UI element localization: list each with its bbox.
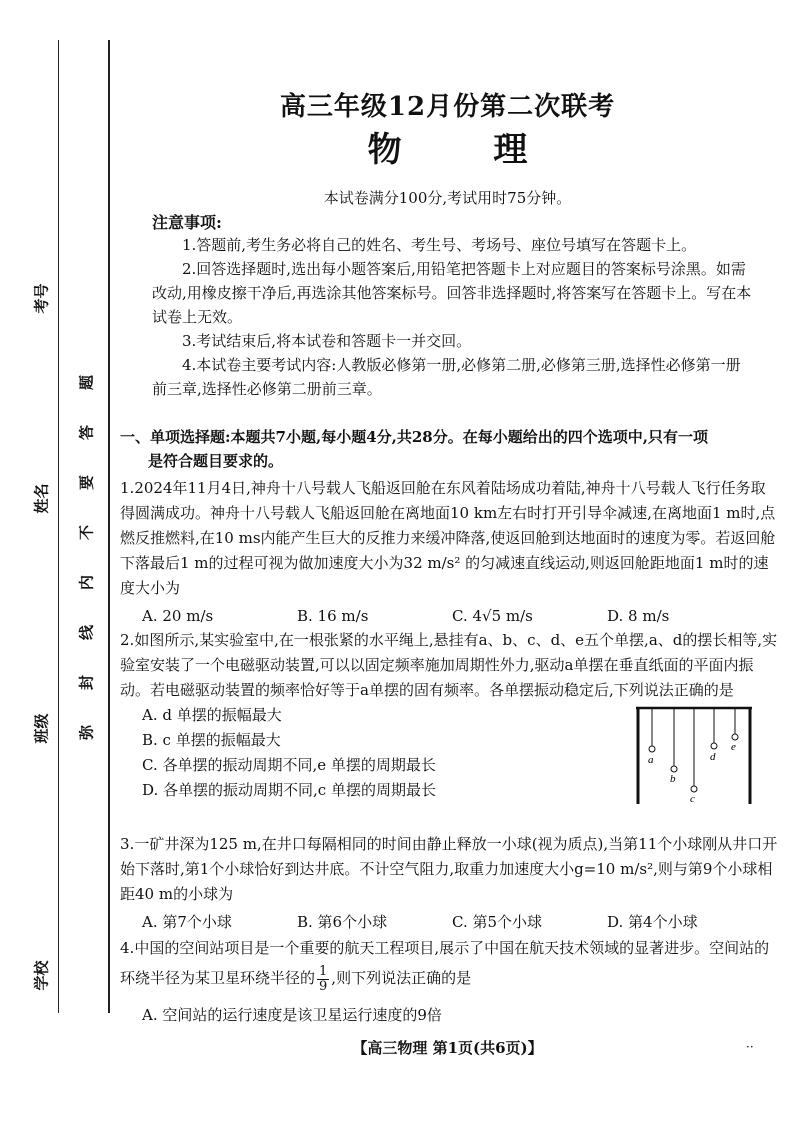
seal-char: 答 bbox=[77, 425, 96, 441]
field-label: 班级 bbox=[32, 713, 51, 744]
seal-char: 封 bbox=[77, 675, 96, 691]
pendulum-bob-d bbox=[711, 743, 717, 749]
subject-title: 物 理 bbox=[367, 130, 568, 170]
label-e: e bbox=[731, 741, 736, 753]
option-a[interactable]: A. 20 m/s bbox=[142, 607, 214, 625]
option-d[interactable]: D. 8 m/s bbox=[607, 607, 670, 625]
notice-item: 1.答题前,考生务必将自己的姓名、考生号、考场号、座位号填写在答题卡上。 bbox=[182, 236, 697, 254]
question-1 bbox=[120, 476, 780, 629]
notice-title: 注意事项: bbox=[152, 213, 222, 232]
question-text: 中国的空间站项目是一个重要的航天工程项目,展示了中国在航天技术领域的显著进步。空间站的环绕半径为某卫星环绕半径的 bbox=[120, 939, 770, 987]
seal-char: 不 bbox=[77, 525, 96, 541]
notice-item: 4.本试卷主要考试内容:人教版必修第一册,必修第二册,必修第三册,选择性必修第一册前三章,选择性必修第二册前三章。 bbox=[152, 356, 741, 398]
page-footer: 【高三物理 第1页(共6页)】 bbox=[352, 1039, 543, 1057]
pendulum-bob-e bbox=[732, 734, 738, 740]
label-d: d bbox=[710, 751, 716, 763]
question-text-end: ,则下列说法正确的是 bbox=[331, 969, 472, 987]
option-c[interactable]: C. 第5个小球 bbox=[452, 913, 543, 931]
option-c[interactable]: C. 4√5 m/s bbox=[452, 607, 533, 625]
option-row bbox=[120, 604, 780, 629]
label-b: b bbox=[670, 773, 676, 785]
option-d[interactable]: D. 各单摆的振动周期不同,c 单摆的周期最长 bbox=[142, 781, 436, 799]
question-stem bbox=[120, 476, 780, 601]
section-title-cont: 是符合题目要求的。 bbox=[148, 452, 284, 470]
option-d[interactable]: D. 第4个小球 bbox=[607, 913, 698, 931]
question-number: 1. bbox=[120, 479, 135, 497]
question-3 bbox=[120, 832, 780, 935]
seal-char: 题 bbox=[77, 375, 96, 391]
section-heading bbox=[120, 425, 780, 473]
seal-char: 内 bbox=[77, 575, 96, 591]
option-b[interactable]: B. c 单摆的振幅最大 bbox=[142, 731, 281, 749]
question-number: 3. bbox=[120, 835, 135, 853]
field-school[interactable] bbox=[26, 960, 56, 991]
option-a[interactable]: A. 第7个小球 bbox=[142, 913, 232, 931]
question-stem bbox=[120, 832, 780, 907]
field-name[interactable] bbox=[26, 483, 56, 514]
field-exam-number[interactable] bbox=[26, 283, 56, 314]
footer-mark: ·· bbox=[746, 1040, 754, 1054]
seal-char: 要 bbox=[77, 475, 96, 491]
option-row bbox=[120, 910, 780, 935]
field-label: 学校 bbox=[32, 960, 51, 991]
binding-sidebar bbox=[0, 0, 110, 1123]
question-4 bbox=[120, 933, 780, 1030]
section-title: 一、单项选择题:本题共7小题,每小题4分,共28分。在每小题给出的四个选项中,只有一项 bbox=[120, 428, 708, 446]
pendulum-figure bbox=[634, 706, 754, 806]
seal-char: 线 bbox=[77, 625, 96, 641]
seal-char: 弥 bbox=[77, 725, 96, 741]
option-c[interactable]: C. 各单摆的振动周期不同,e 单摆的周期最长 bbox=[142, 756, 436, 774]
fraction bbox=[317, 965, 329, 994]
exam-info: 本试卷满分100分,考试用时75分钟。 bbox=[323, 189, 572, 207]
seal-line bbox=[108, 40, 110, 1013]
option-b[interactable]: B. 第6个小球 bbox=[297, 913, 388, 931]
question-text: 一矿井深为125 m,在井口每隔相同的时间由静止释放一小球(视为质点),当第11个小球刚从井口开始下落时,第1个小球恰好到达井底。不计空气阻力,取重力加速度大小g=10 m/s²,则与第9个小球相距40 m的小球为 bbox=[120, 835, 778, 903]
notice-list bbox=[152, 233, 752, 401]
option-a[interactable]: A. d 单摆的振幅最大 bbox=[142, 706, 282, 724]
pendulum-bob-a bbox=[649, 746, 655, 752]
question-stem bbox=[120, 628, 780, 703]
option-a[interactable]: A. 空间站的运行速度是该卫星运行速度的9倍 bbox=[142, 1005, 442, 1024]
option-b[interactable]: B. 16 m/s bbox=[297, 607, 369, 625]
notice-item: 2.回答选择题时,选出每小题答案后,用铅笔把答题卡上对应题目的答案标号涂黑。如需改动,用橡皮擦干净后,再选涂其他答案标号。回答非选择题时,将答案写在答题卡上。写在本试卷上无效。 bbox=[152, 260, 752, 326]
sidebar-line bbox=[58, 40, 59, 1013]
label-c: c bbox=[690, 793, 695, 805]
question-text: 如图所示,某实验室中,在一根张紧的水平绳上,悬挂有a、b、c、d、e五个单摆,a、d的摆长相等,实验室安装了一个电磁驱动装置,可以以固定频率施加周期性外力,驱动a单摆在垂直纸面的平面内振动。若电磁驱动装置的频率恰好等于a单摆的固有频率。各单摆振动稳定后,下列说法正确的是 bbox=[120, 631, 778, 699]
question-text: 2024年11月4日,神舟十八号载人飞船返回舱在东风着陆场成功着陆,神舟十八号载人飞行任务取得圆满成功。神舟十八号载人飞船返回舱在离地面10 km左右时打开引导伞减速,在离地面1 m时,点燃反推燃料,在10 ms内能产生巨大的反推力来缓冲降落,使返回舱到达地面时的速度为零。若返回舱下落最后1 m的过程可视为做加速度大小为32 m/s² 的匀减速直线运动,则返回舱距地面1 m时的速度大小为 bbox=[120, 479, 776, 597]
pendulum-bob-b bbox=[671, 766, 677, 772]
fraction-denominator: 9 bbox=[319, 978, 328, 994]
notice-item: 3.考试结束后,将本试卷和答题卡一并交回。 bbox=[182, 332, 472, 350]
field-class[interactable] bbox=[26, 713, 56, 744]
fraction-numerator: 1 bbox=[319, 963, 328, 979]
question-number: 4. bbox=[120, 939, 135, 957]
question-number: 2. bbox=[120, 631, 135, 649]
pendulum-bob-c bbox=[691, 786, 697, 792]
field-label: 姓名 bbox=[32, 483, 51, 514]
question-stem bbox=[120, 933, 780, 994]
label-a: a bbox=[648, 754, 654, 766]
field-label: 考号 bbox=[32, 283, 51, 314]
exam-title: 高三年级12月份第二次联考 bbox=[279, 92, 616, 122]
